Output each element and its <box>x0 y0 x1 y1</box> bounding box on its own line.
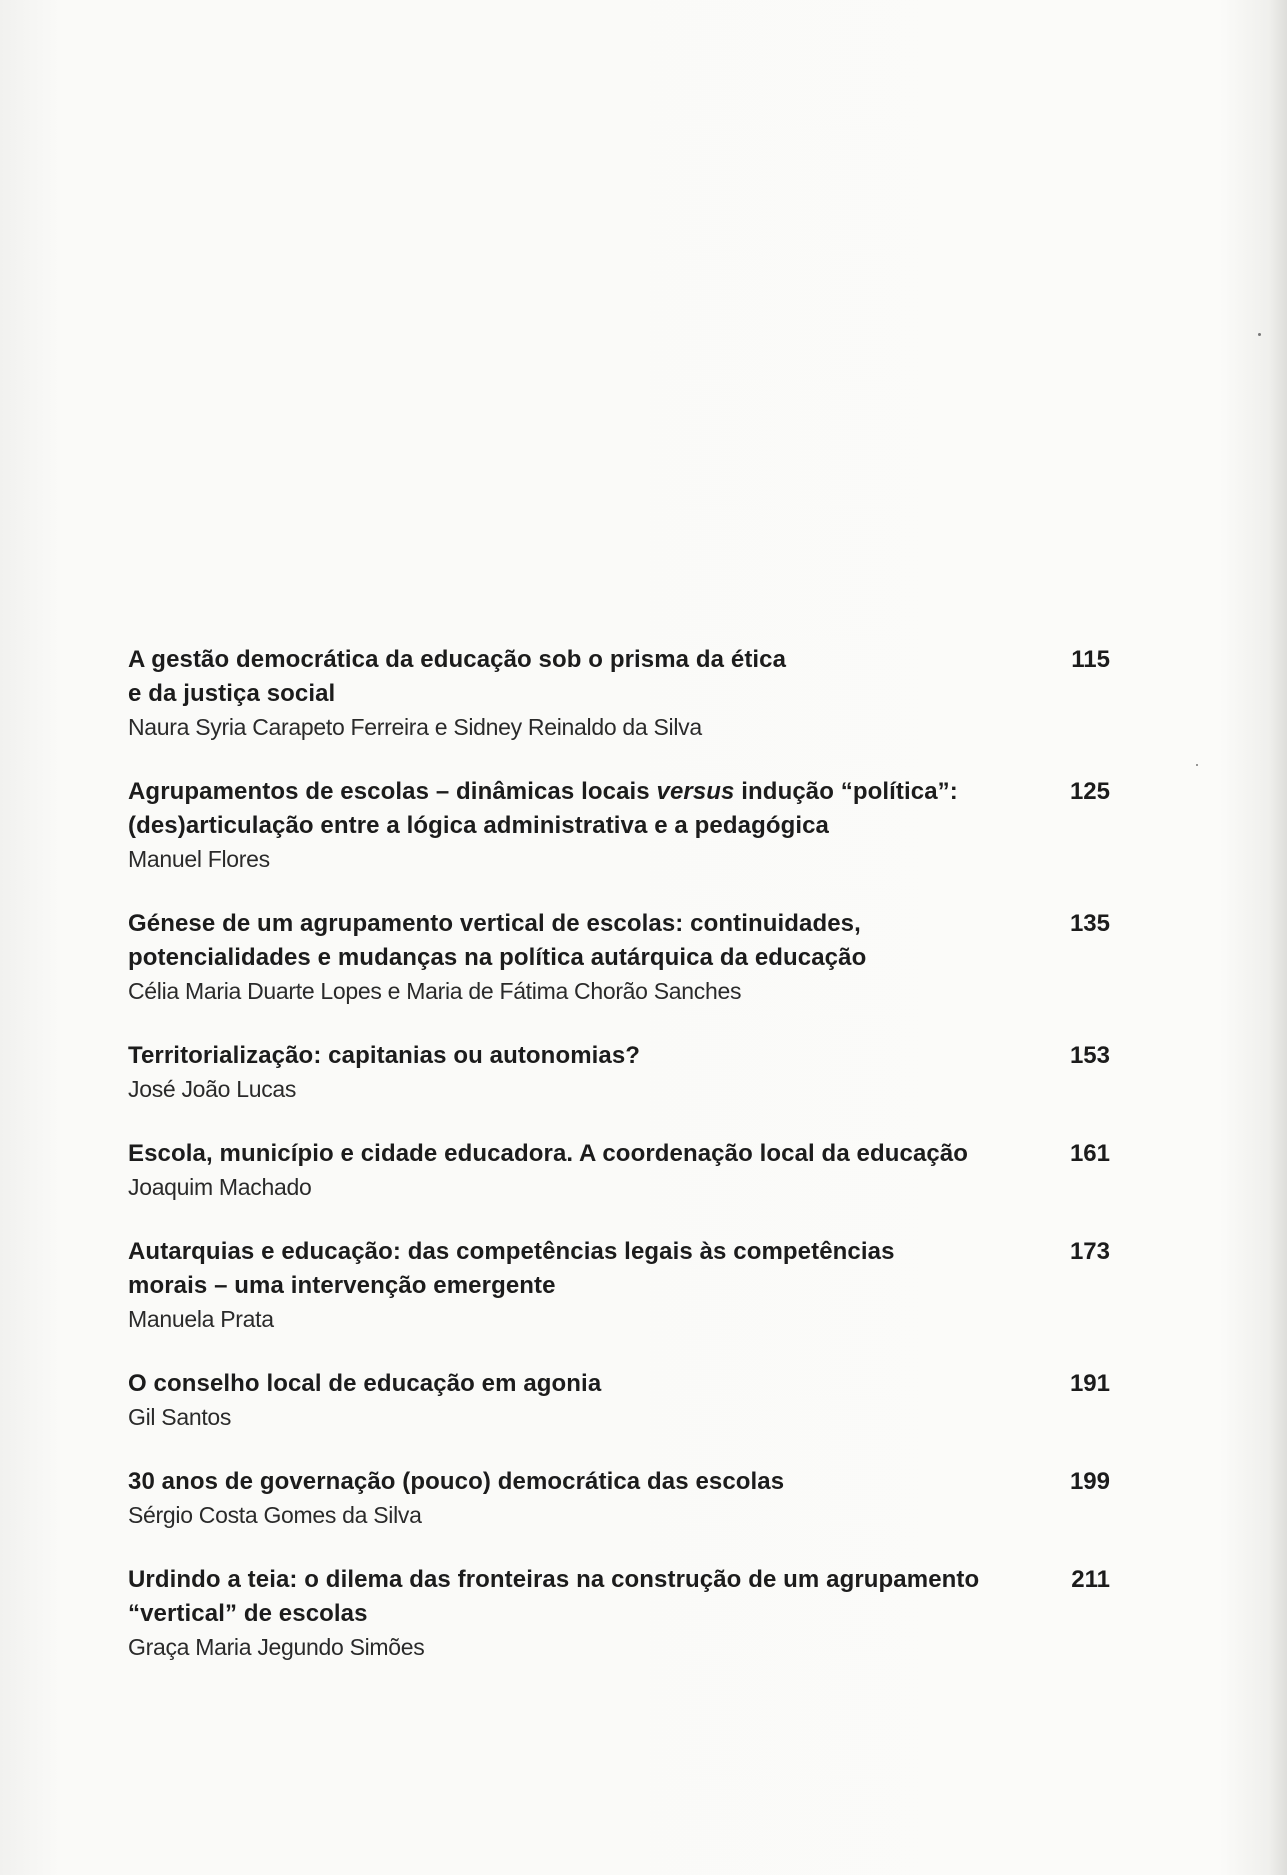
toc-entry-title <box>128 1367 1030 1401</box>
toc-entry-page-number: 115 <box>1071 646 1110 673</box>
toc-entry-author: Célia Maria Duarte Lopes e Maria de Fátima Chorão Sanches <box>128 978 742 1004</box>
toc-entry-title <box>128 1039 1030 1073</box>
toc-entry-title-row <box>128 1563 1110 1631</box>
toc-entry-title <box>128 907 1030 975</box>
toc-entry-page-number: 153 <box>1069 1042 1110 1069</box>
toc-entry-author: Gil Santos <box>128 1404 232 1430</box>
toc-entry <box>128 775 1110 875</box>
toc-entry-title-row <box>128 1367 1110 1401</box>
toc-entry-author: Sérgio Costa Gomes da Silva <box>128 1502 422 1528</box>
toc-entry <box>128 1235 1110 1335</box>
toc-entry-title-row <box>128 1235 1110 1303</box>
toc-entry-title-line: Escola, município e cidade educadora. A coordenação local da educação <box>128 1140 969 1167</box>
toc-entry-title-line: e da justiça social <box>128 680 336 707</box>
toc-entry-title-line: 30 anos de governação (pouco) democrática das escolas <box>128 1468 785 1495</box>
toc-entry-title-line: Agrupamentos de escolas – dinâmicas locais <box>128 778 657 805</box>
toc-entry-title-row <box>128 907 1110 975</box>
toc-entry-page-number: 125 <box>1069 778 1110 805</box>
toc-entry-title-row <box>128 643 1110 711</box>
toc-entry-author: Graça Maria Jegundo Simões <box>128 1634 425 1660</box>
toc-entry <box>128 643 1110 743</box>
toc-entry-title-row <box>128 1039 1110 1073</box>
toc-entry-title-row <box>128 1137 1110 1171</box>
toc-entry-title <box>128 643 1030 711</box>
toc-entry <box>128 1039 1110 1105</box>
toc-entry-page-number: 191 <box>1069 1370 1110 1397</box>
toc-entry-title <box>128 1137 1030 1171</box>
toc-entry-title-line: indução “política”: <box>734 778 958 805</box>
page-edge-shadow <box>1269 0 1287 1875</box>
paper-speck <box>1196 764 1198 766</box>
toc-entry-author: Manuel Flores <box>128 846 270 872</box>
toc-entry-author: Manuela Prata <box>128 1306 274 1332</box>
toc-entry-title-line: Territorialização: capitanias ou autonomias? <box>128 1042 641 1069</box>
toc-entry-title-line: morais – uma intervenção emergente <box>128 1272 556 1299</box>
toc-entry-title-line: A gestão democrática da educação sob o prisma da ética <box>128 646 787 673</box>
toc-entry-page-number: 135 <box>1069 910 1110 937</box>
toc-entry <box>128 1465 1110 1531</box>
toc-entry-page-number: 173 <box>1069 1238 1110 1265</box>
toc-entry-page-number: 199 <box>1069 1468 1110 1495</box>
toc-entry-title-italic: versus <box>656 778 735 805</box>
toc-entry-author: Joaquim Machado <box>128 1174 312 1200</box>
toc-entry <box>128 907 1110 1007</box>
toc-entry-page-number: 161 <box>1069 1140 1110 1167</box>
toc-entry <box>128 1563 1110 1663</box>
toc-entry-title-line: O conselho local de educação em agonia <box>128 1370 602 1397</box>
toc-entry <box>128 1367 1110 1433</box>
toc-entry-author: Naura Syria Carapeto Ferreira e Sidney Reinaldo da Silva <box>128 714 702 740</box>
toc-entry-title-line: Autarquias e educação: das competências legais às competências <box>128 1238 895 1265</box>
toc-entry-title <box>128 775 1030 843</box>
toc-entry-page-number: 211 <box>1071 1566 1110 1593</box>
toc-entry-title-row <box>128 775 1110 843</box>
table-of-contents <box>128 643 1110 1695</box>
toc-entry-title-line: “vertical” de escolas <box>128 1600 368 1627</box>
toc-entry-title <box>128 1235 1030 1303</box>
toc-entry-title-line: Génese de um agrupamento vertical de escolas: continuidades, <box>128 910 861 937</box>
toc-entry-title <box>128 1563 1030 1631</box>
toc-entry-title <box>128 1465 1030 1499</box>
toc-entry-author: José João Lucas <box>128 1076 297 1102</box>
toc-entry-title-line: (des)articulação entre a lógica administrativa e a pedagógica <box>128 812 830 839</box>
toc-entry-title-line: Urdindo a teia: o dilema das fronteiras na construção de um agrupamento <box>128 1566 980 1593</box>
toc-entry-title-row <box>128 1465 1110 1499</box>
toc-entry <box>128 1137 1110 1203</box>
toc-entry-title-line: potencialidades e mudanças na política autárquica da educação <box>128 944 867 971</box>
paper-speck <box>1258 333 1261 336</box>
